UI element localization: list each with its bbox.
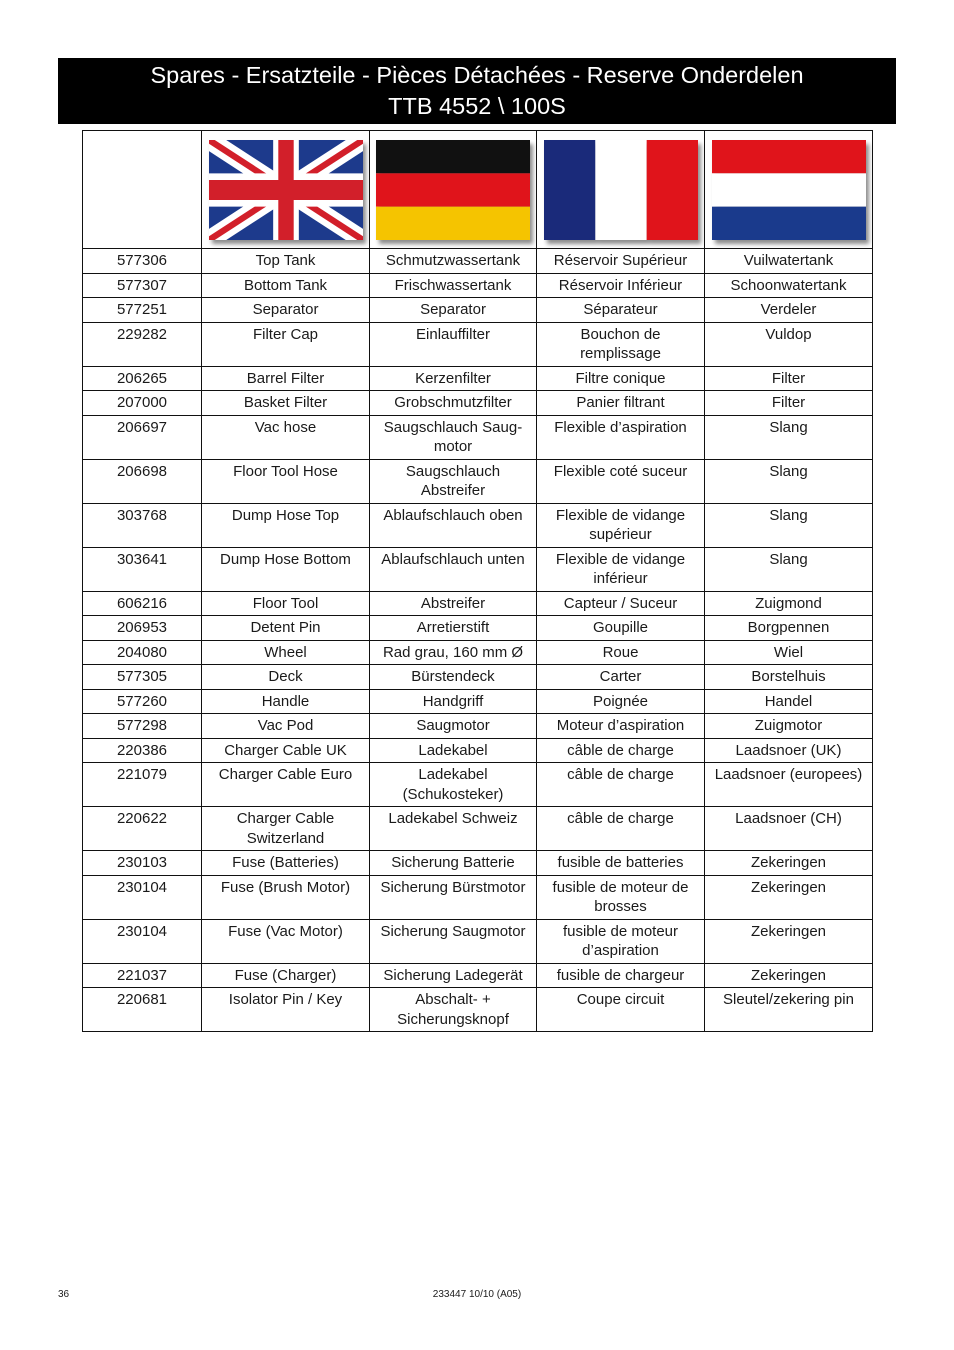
table-row [83,963,873,988]
part-number-cell: 577307 [83,273,202,298]
part-number-cell: 230104 [83,919,202,963]
table-row [83,689,873,714]
german-name-cell: Frischwassertank [370,273,537,298]
english-name-cell: Filter Cap [202,322,370,366]
english-name-cell: Vac Pod [202,714,370,739]
table-row [83,763,873,807]
part-number-cell: 577306 [83,249,202,274]
dutch-name-cell: Sleutel/zekering pin [705,988,873,1032]
german-name-cell: Kerzenfilter [370,366,537,391]
netherlands-flag-icon [712,140,866,240]
dutch-name-cell: Filter [705,366,873,391]
french-name-cell: Séparateur [537,298,705,323]
english-name-cell: Isolator Pin / Key [202,988,370,1032]
uk-flag-icon [209,140,363,240]
english-name-cell: Fuse (Brush Motor) [202,875,370,919]
page-number: 36 [58,1289,70,1300]
german-name-cell: Handgriff [370,689,537,714]
german-name-cell: Abschalt- + Sicherungsknopf [370,988,537,1032]
german-name-cell: Saugmotor [370,714,537,739]
english-name-cell: Floor Tool [202,591,370,616]
french-name-cell: câble de charge [537,738,705,763]
english-name-cell: Charger Cable Euro [202,763,370,807]
english-name-cell: Detent Pin [202,616,370,641]
german-name-cell: Sicherung Ladegerät [370,963,537,988]
dutch-name-cell: Borgpennen [705,616,873,641]
dutch-name-cell: Wiel [705,640,873,665]
french-name-cell: Roue [537,640,705,665]
german-name-cell: Schmutzwassertank [370,249,537,274]
part-number-cell: 577298 [83,714,202,739]
dutch-name-cell: Vuilwatertank [705,249,873,274]
english-name-cell: Charger Cable UK [202,738,370,763]
english-name-cell: Dump Hose Top [202,503,370,547]
dutch-name-cell: Slang [705,503,873,547]
german-column-header [370,131,537,249]
english-name-cell: Basket Filter [202,391,370,416]
german-name-cell: Abstreifer [370,591,537,616]
table-row [83,714,873,739]
part-number-cell: 230103 [83,851,202,876]
dutch-name-cell: Laadsnoer (europees) [705,763,873,807]
french-name-cell: fusible de chargeur [537,963,705,988]
part-number-cell: 229282 [83,322,202,366]
table-row [83,640,873,665]
part-number-cell: 303768 [83,503,202,547]
french-name-cell: fusible de batteries [537,851,705,876]
part-number-cell: 220681 [83,988,202,1032]
german-name-cell: Arretierstift [370,616,537,641]
german-name-cell: Ablaufschlauch unten [370,547,537,591]
table-row [83,415,873,459]
table-row [83,851,873,876]
french-name-cell: Panier filtrant [537,391,705,416]
english-name-cell: Deck [202,665,370,690]
dutch-name-cell: Slang [705,459,873,503]
document-reference: 233447 10/10 (A05) [432,1289,522,1300]
table-row [83,273,873,298]
table-row [83,591,873,616]
french-name-cell: câble de charge [537,763,705,807]
french-name-cell: Réservoir Inférieur [537,273,705,298]
dutch-name-cell: Zuigmond [705,591,873,616]
part-number-cell: 230104 [83,875,202,919]
french-name-cell: fusible de moteur d’aspiration [537,919,705,963]
french-name-cell: Bouchon de remplissage [537,322,705,366]
german-name-cell: Ablaufschlauch oben [370,503,537,547]
france-flag-icon [544,140,698,240]
part-number-cell: 577251 [83,298,202,323]
french-name-cell: Flexible d’aspiration [537,415,705,459]
english-column-header [202,131,370,249]
french-name-cell: Flexible de vidange supérieur [537,503,705,547]
part-number-cell: 221037 [83,963,202,988]
table-row [83,919,873,963]
french-name-cell: Réservoir Supérieur [537,249,705,274]
part-number-cell: 606216 [83,591,202,616]
part-number-cell: 221079 [83,763,202,807]
german-name-cell: Sicherung Bürstmotor [370,875,537,919]
english-name-cell: Top Tank [202,249,370,274]
english-name-cell: Fuse (Vac Motor) [202,919,370,963]
french-name-cell: Capteur / Suceur [537,591,705,616]
dutch-column-header [705,131,873,249]
english-name-cell: Barrel Filter [202,366,370,391]
french-name-cell: Filtre conique [537,366,705,391]
english-name-cell: Charger Cable Switzerland [202,807,370,851]
part-number-cell: 206697 [83,415,202,459]
german-name-cell: Ladekabel [370,738,537,763]
table-row [83,366,873,391]
table-row [83,665,873,690]
spares-table [82,130,873,1032]
dutch-name-cell: Zekeringen [705,851,873,876]
french-name-cell: Goupille [537,616,705,641]
german-name-cell: Sicherung Batterie [370,851,537,876]
french-name-cell: Poignée [537,689,705,714]
table-row [83,298,873,323]
dutch-name-cell: Borstelhuis [705,665,873,690]
french-column-header [537,131,705,249]
table-row [83,391,873,416]
german-name-cell: Rad grau, 160 mm Ø [370,640,537,665]
title-line-1: Spares - Ersatzteile - Pièces Détachées - Reserve Onderdelen [150,62,804,88]
french-name-cell: Flexible coté suceur [537,459,705,503]
table-row [83,547,873,591]
table-row [83,459,873,503]
table-row [83,875,873,919]
dutch-name-cell: Vuldop [705,322,873,366]
german-name-cell: Saugschlauch Abstreifer [370,459,537,503]
dutch-name-cell: Zekeringen [705,963,873,988]
french-name-cell: Carter [537,665,705,690]
dutch-name-cell: Laadsnoer (UK) [705,738,873,763]
part-number-cell: 577260 [83,689,202,714]
dutch-name-cell: Zekeringen [705,875,873,919]
german-name-cell: Ladekabel (Schukosteker) [370,763,537,807]
germany-flag-icon [376,140,530,240]
dutch-name-cell: Schoonwatertank [705,273,873,298]
english-name-cell: Handle [202,689,370,714]
part-number-cell: 206265 [83,366,202,391]
part-number-cell: 206953 [83,616,202,641]
english-name-cell: Separator [202,298,370,323]
dutch-name-cell: Handel [705,689,873,714]
french-name-cell: Moteur d’aspiration [537,714,705,739]
flag-header-row [83,131,873,249]
dutch-name-cell: Zekeringen [705,919,873,963]
german-name-cell: Einlauffilter [370,322,537,366]
french-name-cell: Coupe circuit [537,988,705,1032]
part-number-cell: 204080 [83,640,202,665]
english-name-cell: Fuse (Batteries) [202,851,370,876]
german-name-cell: Sicherung Saugmotor [370,919,537,963]
table-row [83,249,873,274]
table-row [83,322,873,366]
german-name-cell: Ladekabel Schweiz [370,807,537,851]
part-number-cell: 220386 [83,738,202,763]
part-number-cell: 220622 [83,807,202,851]
dutch-name-cell: Slang [705,415,873,459]
english-name-cell: Fuse (Charger) [202,963,370,988]
french-name-cell: Flexible de vidange inférieur [537,547,705,591]
german-name-cell: Saugschlauch Saug-motor [370,415,537,459]
part-number-cell: 303641 [83,547,202,591]
part-number-cell: 206698 [83,459,202,503]
page-title [58,58,896,124]
table-row [83,503,873,547]
dutch-name-cell: Laadsnoer (CH) [705,807,873,851]
table-row [83,616,873,641]
english-name-cell: Bottom Tank [202,273,370,298]
dutch-name-cell: Filter [705,391,873,416]
english-name-cell: Wheel [202,640,370,665]
german-name-cell: Bürstendeck [370,665,537,690]
dutch-name-cell: Zuigmotor [705,714,873,739]
table-row [83,807,873,851]
blank-header-cell [83,131,202,249]
table-row [83,738,873,763]
french-name-cell: fusible de moteur de brosses [537,875,705,919]
english-name-cell: Dump Hose Bottom [202,547,370,591]
table-row [83,988,873,1032]
english-name-cell: Floor Tool Hose [202,459,370,503]
german-name-cell: Grobschmutzfilter [370,391,537,416]
title-line-2: TTB 4552 \ 100S [388,93,566,119]
dutch-name-cell: Verdeler [705,298,873,323]
part-number-cell: 577305 [83,665,202,690]
english-name-cell: Vac hose [202,415,370,459]
german-name-cell: Separator [370,298,537,323]
part-number-cell: 207000 [83,391,202,416]
dutch-name-cell: Slang [705,547,873,591]
french-name-cell: câble de charge [537,807,705,851]
